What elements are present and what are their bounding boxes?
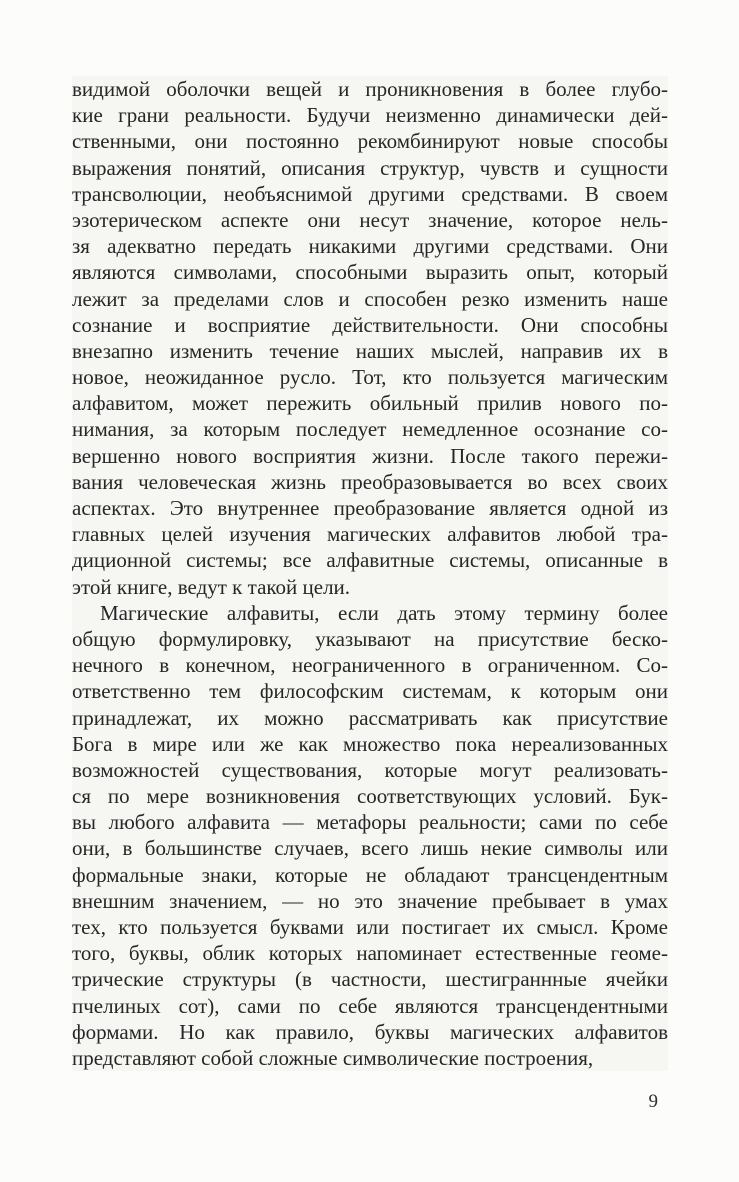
text-line: вания человеческая жизнь преобразовывается во всех своих bbox=[72, 469, 668, 494]
body-text bbox=[72, 76, 668, 1071]
text-line: того, буквы, облик которых напоминает естественные геоме- bbox=[72, 941, 668, 966]
text-line: внезапно изменить течение наших мыслей, направив их в bbox=[72, 338, 668, 363]
text-line: диционной системы; все алфавитные системы, описанные в bbox=[72, 548, 668, 573]
text-line: ответственно тем философским системам, к которым они bbox=[72, 679, 668, 704]
text-line: Магические алфавиты, если дать этому термину более bbox=[72, 600, 668, 626]
text-line: видимой оболочки вещей и проникновения в более глубо- bbox=[72, 77, 668, 101]
text-line: вершенно нового восприятия жизни. После такого пережи- bbox=[72, 443, 668, 468]
text-line: внешним значением, — но это значение пребывает в умах bbox=[72, 888, 668, 913]
text-line: представляют собой сложные символические построения, bbox=[72, 1045, 668, 1071]
text-line: аспектах. Это внутреннее преобразование является одной из bbox=[72, 496, 668, 520]
text-line: трансволюции, необъяснимой другими средствами. В своем bbox=[72, 181, 668, 206]
text-line: являются символами, способными выразить опыт, который bbox=[72, 260, 668, 285]
text-line: нечного в конечном, неограниченного в ограниченном. Со- bbox=[72, 653, 668, 678]
text-line: нимания, за которым последует немедленное осознание со- bbox=[72, 417, 668, 442]
text-line: ся по мере возникновения соответствующих условий. Бук- bbox=[72, 784, 668, 809]
text-line: принадлежат, их можно рассматривать как присутствие bbox=[72, 705, 668, 730]
text-line: вы любого алфавита — метафоры реальности; сами по себе bbox=[72, 810, 668, 835]
text-line: лежит за пределами слов и способен резко изменить наше bbox=[72, 286, 668, 311]
text-line: новое, неожиданное русло. Тот, кто пользуется магическим bbox=[72, 365, 668, 390]
text-line: возможностей существования, которые могут реализовать- bbox=[72, 757, 668, 782]
text-line: формальные знаки, которые не обладают трансцендентным bbox=[72, 862, 668, 887]
paragraph bbox=[72, 76, 668, 600]
text-line: выражения понятий, описания структур, чувств и сущности bbox=[72, 155, 668, 180]
text-line: этой книге, ведут к такой цели. bbox=[72, 574, 668, 600]
page-number: 9 bbox=[648, 1091, 658, 1112]
text-line: сознание и восприятие действительности. Они способны bbox=[72, 312, 668, 337]
text-line: кие грани реальности. Будучи неизменно динамически дей- bbox=[72, 103, 668, 128]
text-line: эзотерическом аспекте они несут значение, которое нель- bbox=[72, 207, 668, 232]
text-line: ственными, они постоянно рекомбинируют новые способы bbox=[72, 129, 668, 154]
text-line: они, в большинстве случаев, всего лишь некие символы или bbox=[72, 836, 668, 861]
text-line: тех, кто пользуется буквами или постигает их смысл. Кроме bbox=[72, 915, 668, 939]
paragraph bbox=[72, 600, 668, 1071]
text-line: трические структуры (в частности, шестиграннные ячейки bbox=[72, 967, 668, 992]
text-line: алфавитом, может пережить обильный прилив нового по- bbox=[72, 391, 668, 416]
text-line: пчелиных сот), сами по себе являются трансцендентными bbox=[72, 993, 668, 1018]
text-line: общую формулировку, указывают на присутствие беско- bbox=[72, 626, 668, 651]
text-line: зя адекватно передать никакими другими средствами. Они bbox=[72, 234, 668, 259]
text-line: формами. Но как правило, буквы магических алфавитов bbox=[72, 1019, 668, 1044]
text-line: Бога в мире или же как множество пока нереализованных bbox=[72, 731, 668, 756]
text-line: главных целей изучения магических алфавитов любой тра- bbox=[72, 522, 668, 547]
